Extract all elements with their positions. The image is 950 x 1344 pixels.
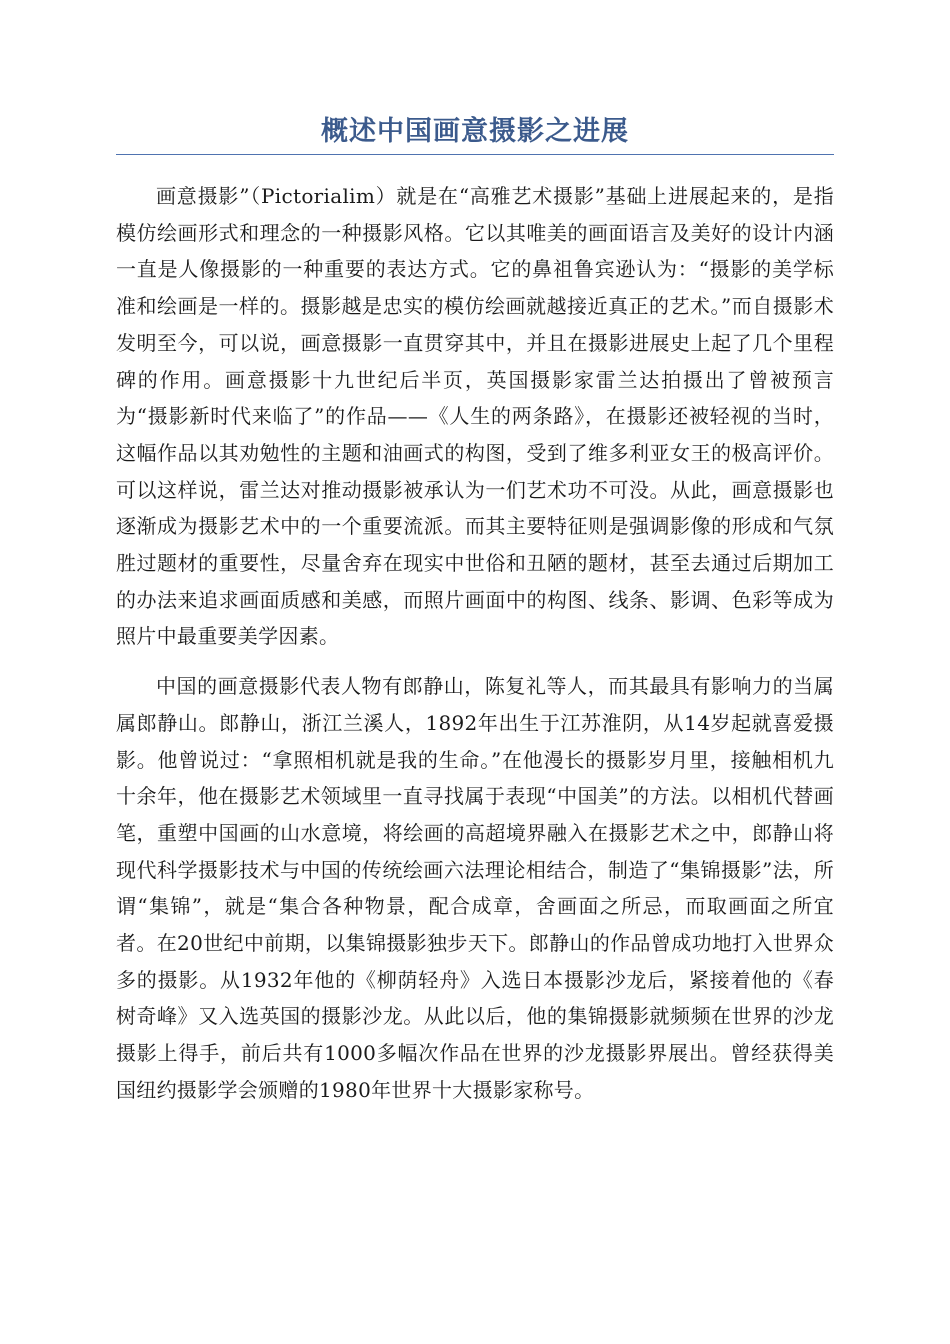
- page-title: 概述中国画意摄影之进展: [321, 116, 629, 147]
- document-body: [116, 178, 834, 1109]
- paragraph-1: 画意摄影”（Pictorialim）就是在“高雅艺术摄影”基础上进展起来的，是指模仿绘画形式和理念的一种摄影风格。它以其唯美的画面语言及美好的设计内涵一直是人像摄影的一种重要的表达方式。它的鼻祖鲁宾逊认为：“摄影的美学标准和绘画是一样的。摄影越是忠实的模仿绘画就越接近真正的艺术。”而自摄影术发明至今，可以说，画意摄影一直贯穿其中，并且在摄影进展史上起了几个里程碑的作用。画意摄影十九世纪后半页，英国摄影家雷兰达拍摄出了曾被预言为“摄影新时代来临了”的作品——《人生的两条路》，在摄影还被轻视的当时，这幅作品以其劝勉性的主题和油画式的构图，受到了维多利亚女王的极高评价。可以这样说，雷兰达对推动摄影被承认为一们艺术功不可没。从此，画意摄影也逐渐成为摄影艺术中的一个重要流派。而其主要特征则是强调影像的形成和气氛胜过题材的重要性，尽量舍弃在现实中世俗和丑陋的题材，甚至去通过后期加工的办法来追求画面质感和美感，而照片画面中的构图、线条、影调、色彩等成为照片中最重要美学因素。: [116, 184, 834, 649]
- paragraph-2: 中国的画意摄影代表人物有郎静山，陈复礼等人，而其最具有影响力的当属属郎静山。郎静山，浙江兰溪人，1892年出生于江苏淮阴，从14岁起就喜爱摄影。他曾说过：“拿照相机就是我的生命。”在他漫长的摄影岁月里，接触相机九十余年，他在摄影艺术领域里一直寻找属于表现“中国美”的方法。以相机代替画笔，重塑中国画的山水意境，将绘画的高超境界融入在摄影艺术之中，郎静山将现代科学摄影技术与中国的传统绘画六法理论相结合，制造了“集锦摄影”法，所谓“集锦”，就是“集合各种物景，配合成章，舍画面之所忌，而取画面之所宜者。在20世纪中前期，以集锦摄影独步天下。郎静山的作品曾成功地打入世界众多的摄影。从1932年他的《柳荫轻舟》入选日本摄影沙龙后，紧接着他的《春树奇峰》又入选英国的摄影沙龙。从此以后，他的集锦摄影就频频在世界的沙龙摄影上得手，前后共有1000多幅次作品在世界的沙龙摄影界展出。曾经获得美国纽约摄影学会颁赠的1980年世界十大摄影家称号。: [116, 674, 834, 1102]
- title-underline: [116, 154, 834, 155]
